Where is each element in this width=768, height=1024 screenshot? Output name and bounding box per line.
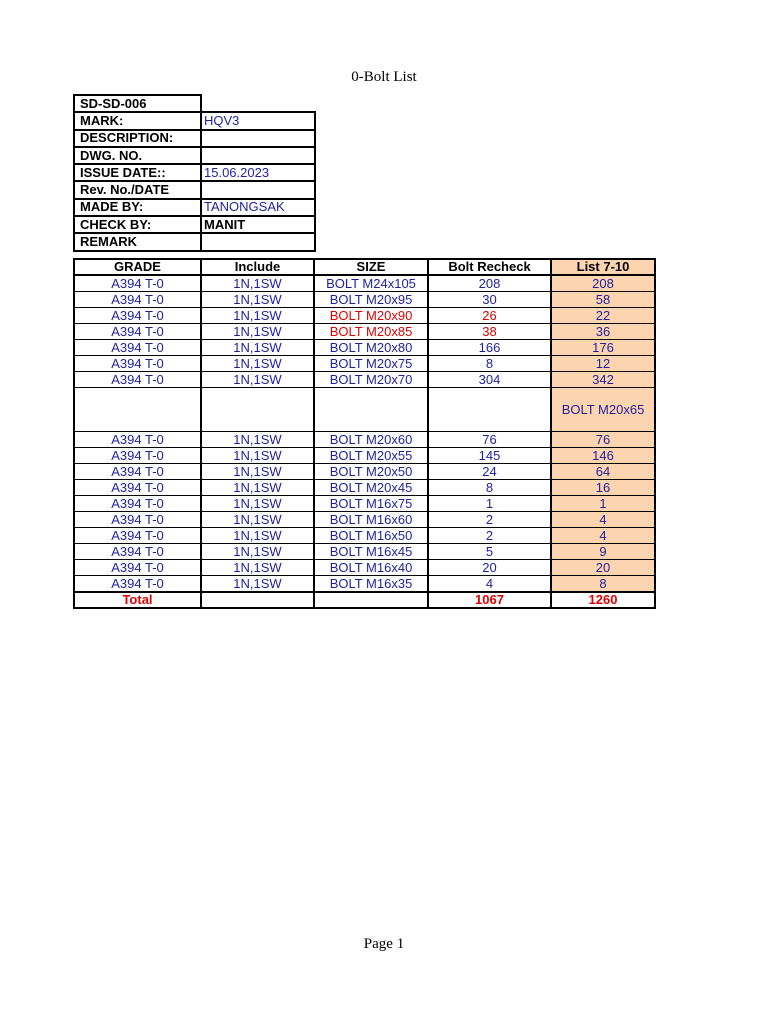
- table-row: [74, 372, 655, 388]
- cell-bolt-recheck: 145: [428, 448, 551, 464]
- cell-include: 1N,1SW: [201, 544, 314, 560]
- header-grade: GRADE: [74, 259, 201, 275]
- cell-list-7-10: 58: [551, 292, 655, 308]
- info-value-dwg-no: [201, 147, 315, 164]
- cell-list-7-10: 4: [551, 512, 655, 528]
- cell-include: 1N,1SW: [201, 576, 314, 593]
- bolt-table-body: [74, 259, 655, 608]
- cell-grade: A394 T-0: [74, 324, 201, 340]
- table-row: [74, 512, 655, 528]
- table-row: [74, 496, 655, 512]
- info-label: MADE BY:: [74, 199, 201, 216]
- cell-bolt-recheck: 4: [428, 576, 551, 593]
- info-row-mark: [74, 112, 315, 129]
- info-row-check-by: [74, 216, 315, 233]
- cell-grade: A394 T-0: [74, 576, 201, 593]
- info-row-issue-date: [74, 164, 315, 181]
- page-number: Page 1: [363, 936, 405, 952]
- info-value-check-by: MANIT: [201, 216, 315, 233]
- info-label: DESCRIPTION:: [74, 130, 201, 147]
- cell-grade: [74, 388, 201, 432]
- cell-size: BOLT M20x75: [314, 356, 428, 372]
- cell-size: BOLT M16x40: [314, 560, 428, 576]
- cell-bolt-recheck: 2: [428, 512, 551, 528]
- cell-grade: A394 T-0: [74, 480, 201, 496]
- cell-bolt-recheck: 24: [428, 464, 551, 480]
- info-label: DWG. NO.: [74, 147, 201, 164]
- total-include: [201, 592, 314, 608]
- cell-grade: A394 T-0: [74, 432, 201, 448]
- cell-grade: A394 T-0: [74, 275, 201, 292]
- cell-bolt-recheck: 20: [428, 560, 551, 576]
- info-row-rev-no: [74, 181, 315, 198]
- table-row: [74, 448, 655, 464]
- total-row: [74, 592, 655, 608]
- cell-list-7-10: 76: [551, 432, 655, 448]
- cell-include: 1N,1SW: [201, 308, 314, 324]
- cell-grade: A394 T-0: [74, 292, 201, 308]
- cell-grade: A394 T-0: [74, 372, 201, 388]
- table-row: [74, 324, 655, 340]
- cell-grade: A394 T-0: [74, 308, 201, 324]
- cell-bolt-recheck: 208: [428, 275, 551, 292]
- table-row: [74, 388, 655, 432]
- total-size: [314, 592, 428, 608]
- cell-include: 1N,1SW: [201, 512, 314, 528]
- cell-list-7-10: 9: [551, 544, 655, 560]
- cell-bolt-recheck: 26: [428, 308, 551, 324]
- cell-list-7-10: 36: [551, 324, 655, 340]
- cell-include: 1N,1SW: [201, 528, 314, 544]
- cell-size: [314, 388, 428, 432]
- cell-bolt-recheck: 8: [428, 480, 551, 496]
- cell-size: BOLT M20x90: [314, 308, 428, 324]
- header-list-7-10: List 7-10: [551, 259, 655, 275]
- cell-size: BOLT M20x70: [314, 372, 428, 388]
- cell-include: 1N,1SW: [201, 464, 314, 480]
- cell-include: 1N,1SW: [201, 324, 314, 340]
- cell-size: BOLT M16x35: [314, 576, 428, 593]
- cell-bolt-recheck: 30: [428, 292, 551, 308]
- cell-size: BOLT M24x105: [314, 275, 428, 292]
- info-row-dwg-no: [74, 147, 315, 164]
- cell-list-7-10: 342: [551, 372, 655, 388]
- cell-grade: A394 T-0: [74, 528, 201, 544]
- cell-grade: A394 T-0: [74, 356, 201, 372]
- cell-include: 1N,1SW: [201, 432, 314, 448]
- cell-bolt-recheck: 5: [428, 544, 551, 560]
- info-label: CHECK BY:: [74, 216, 201, 233]
- cell-grade: A394 T-0: [74, 340, 201, 356]
- doc-id-label: SD-SD-006: [74, 95, 201, 112]
- cell-list-7-10: 16: [551, 480, 655, 496]
- cell-list-7-10: 22: [551, 308, 655, 324]
- cell-include: 1N,1SW: [201, 448, 314, 464]
- bolt-list-table: [73, 258, 656, 609]
- cell-include: 1N,1SW: [201, 356, 314, 372]
- cell-size: BOLT M16x60: [314, 512, 428, 528]
- cell-list-7-10: 176: [551, 340, 655, 356]
- table-row: [74, 308, 655, 324]
- table-row: [74, 292, 655, 308]
- cell-list-7-10: 12: [551, 356, 655, 372]
- cell-list-7-10: 8: [551, 576, 655, 593]
- info-value-issue-date: 15.06.2023: [201, 164, 315, 181]
- cell-bolt-recheck: 76: [428, 432, 551, 448]
- table-row: [74, 528, 655, 544]
- table-row: [74, 464, 655, 480]
- cell-list-7-10: 1: [551, 496, 655, 512]
- info-row-description: [74, 130, 315, 147]
- total-label: Total: [74, 592, 201, 608]
- table-row: [74, 576, 655, 593]
- info-value-description: [201, 130, 315, 147]
- cell-size: BOLT M16x75: [314, 496, 428, 512]
- cell-size: BOLT M20x80: [314, 340, 428, 356]
- table-row: [74, 560, 655, 576]
- cell-include: [201, 388, 314, 432]
- info-label: REMARK: [74, 233, 201, 250]
- info-label: MARK:: [74, 112, 201, 129]
- doc-id-spacer: [201, 95, 315, 112]
- cell-size: BOLT M20x45: [314, 480, 428, 496]
- cell-list-7-10: BOLT M20x65: [551, 388, 655, 432]
- info-row-remark: [74, 233, 315, 250]
- cell-size: BOLT M20x85: [314, 324, 428, 340]
- cell-bolt-recheck: 2: [428, 528, 551, 544]
- table-row: [74, 275, 655, 292]
- cell-include: 1N,1SW: [201, 275, 314, 292]
- document-info-table: [73, 94, 316, 252]
- cell-bolt-recheck: 1: [428, 496, 551, 512]
- table-header-row: [74, 259, 655, 275]
- cell-grade: A394 T-0: [74, 544, 201, 560]
- info-label: Rev. No./DATE: [74, 181, 201, 198]
- cell-size: BOLT M20x55: [314, 448, 428, 464]
- table-row: [74, 432, 655, 448]
- cell-size: BOLT M20x50: [314, 464, 428, 480]
- cell-bolt-recheck: 166: [428, 340, 551, 356]
- total-list-7-10: 1260: [551, 592, 655, 608]
- cell-grade: A394 T-0: [74, 560, 201, 576]
- cell-bolt-recheck: 304: [428, 372, 551, 388]
- table-row: [74, 356, 655, 372]
- cell-size: BOLT M16x45: [314, 544, 428, 560]
- cell-grade: A394 T-0: [74, 448, 201, 464]
- cell-list-7-10: 20: [551, 560, 655, 576]
- header-include: Include: [201, 259, 314, 275]
- cell-include: 1N,1SW: [201, 496, 314, 512]
- cell-bolt-recheck: 8: [428, 356, 551, 372]
- total-bolt-recheck: 1067: [428, 592, 551, 608]
- info-row-made-by: [74, 199, 315, 216]
- cell-include: 1N,1SW: [201, 292, 314, 308]
- cell-list-7-10: 208: [551, 275, 655, 292]
- cell-bolt-recheck: [428, 388, 551, 432]
- info-row-doc-id: [74, 95, 315, 112]
- cell-size: BOLT M20x95: [314, 292, 428, 308]
- page-title: 0-Bolt List: [351, 69, 417, 85]
- table-row: [74, 544, 655, 560]
- info-value-rev-no: [201, 181, 315, 198]
- cell-grade: A394 T-0: [74, 464, 201, 480]
- cell-grade: A394 T-0: [74, 496, 201, 512]
- cell-size: BOLT M20x60: [314, 432, 428, 448]
- info-value-remark: [201, 233, 315, 250]
- cell-list-7-10: 146: [551, 448, 655, 464]
- table-row: [74, 340, 655, 356]
- cell-include: 1N,1SW: [201, 560, 314, 576]
- cell-list-7-10: 64: [551, 464, 655, 480]
- cell-include: 1N,1SW: [201, 340, 314, 356]
- cell-bolt-recheck: 38: [428, 324, 551, 340]
- cell-list-7-10: 4: [551, 528, 655, 544]
- header-size: SIZE: [314, 259, 428, 275]
- info-value-mark: HQV3: [201, 112, 315, 129]
- cell-include: 1N,1SW: [201, 480, 314, 496]
- header-bolt-recheck: Bolt Recheck: [428, 259, 551, 275]
- cell-size: BOLT M16x50: [314, 528, 428, 544]
- table-row: [74, 480, 655, 496]
- cell-include: 1N,1SW: [201, 372, 314, 388]
- info-label: ISSUE DATE::: [74, 164, 201, 181]
- info-value-made-by: TANONGSAK: [201, 199, 315, 216]
- cell-grade: A394 T-0: [74, 512, 201, 528]
